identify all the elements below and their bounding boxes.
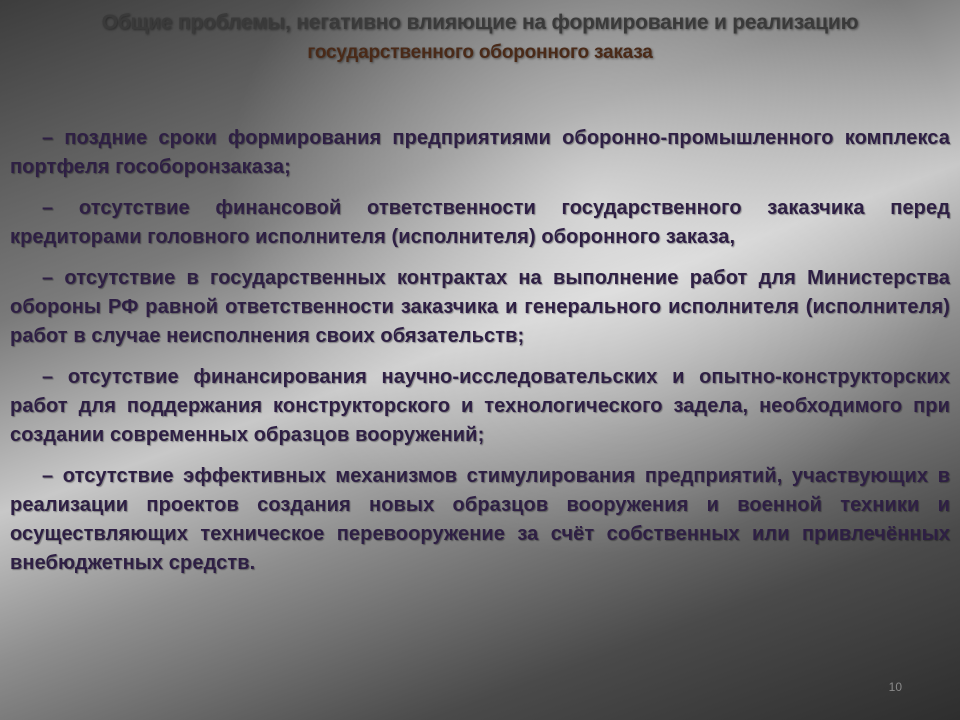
slide-body [10,124,950,590]
title-line-2: государственного оборонного заказа [307,42,653,63]
paragraph-financial-responsibility: – отсутствие финансовой ответственности государственного заказчика перед кредиторами головного исполнителя (исполнителя) оборонного заказа, [10,197,950,248]
paragraph-incentive-mechanisms: – отсутствие эффективных механизмов стимулирования предприятий, участвующих в реализации проектов создания новых образцов вооружения и военной техники и осуществляющих техническое перевооружение за счёт собственных или привлечённых внебюджетных средств. [10,465,950,574]
paragraph-contract-responsibility: – отсутствие в государственных контрактах на выполнение работ для Министерства обороны РФ равной ответственности заказчика и генерального исполнителя (исполнителя) работ в случае неисполнения своих обязательств; [10,267,950,347]
paragraph-late-formation: – поздние сроки формирования предприятиями оборонно-промышленного комплекса портфеля гособоронзаказа; [10,127,950,178]
page-number: 10 [888,680,902,694]
slide-title [30,8,930,68]
paragraph-rnd-funding: – отсутствие финансирования научно-исследовательских и опытно-конструкторских работ для поддержания конструкторского и технологического задела, необходимого при создании современных образцов вооружений; [10,366,950,446]
title-line-1: Общие проблемы, негативно влияющие на формирование и реализацию [101,11,859,34]
